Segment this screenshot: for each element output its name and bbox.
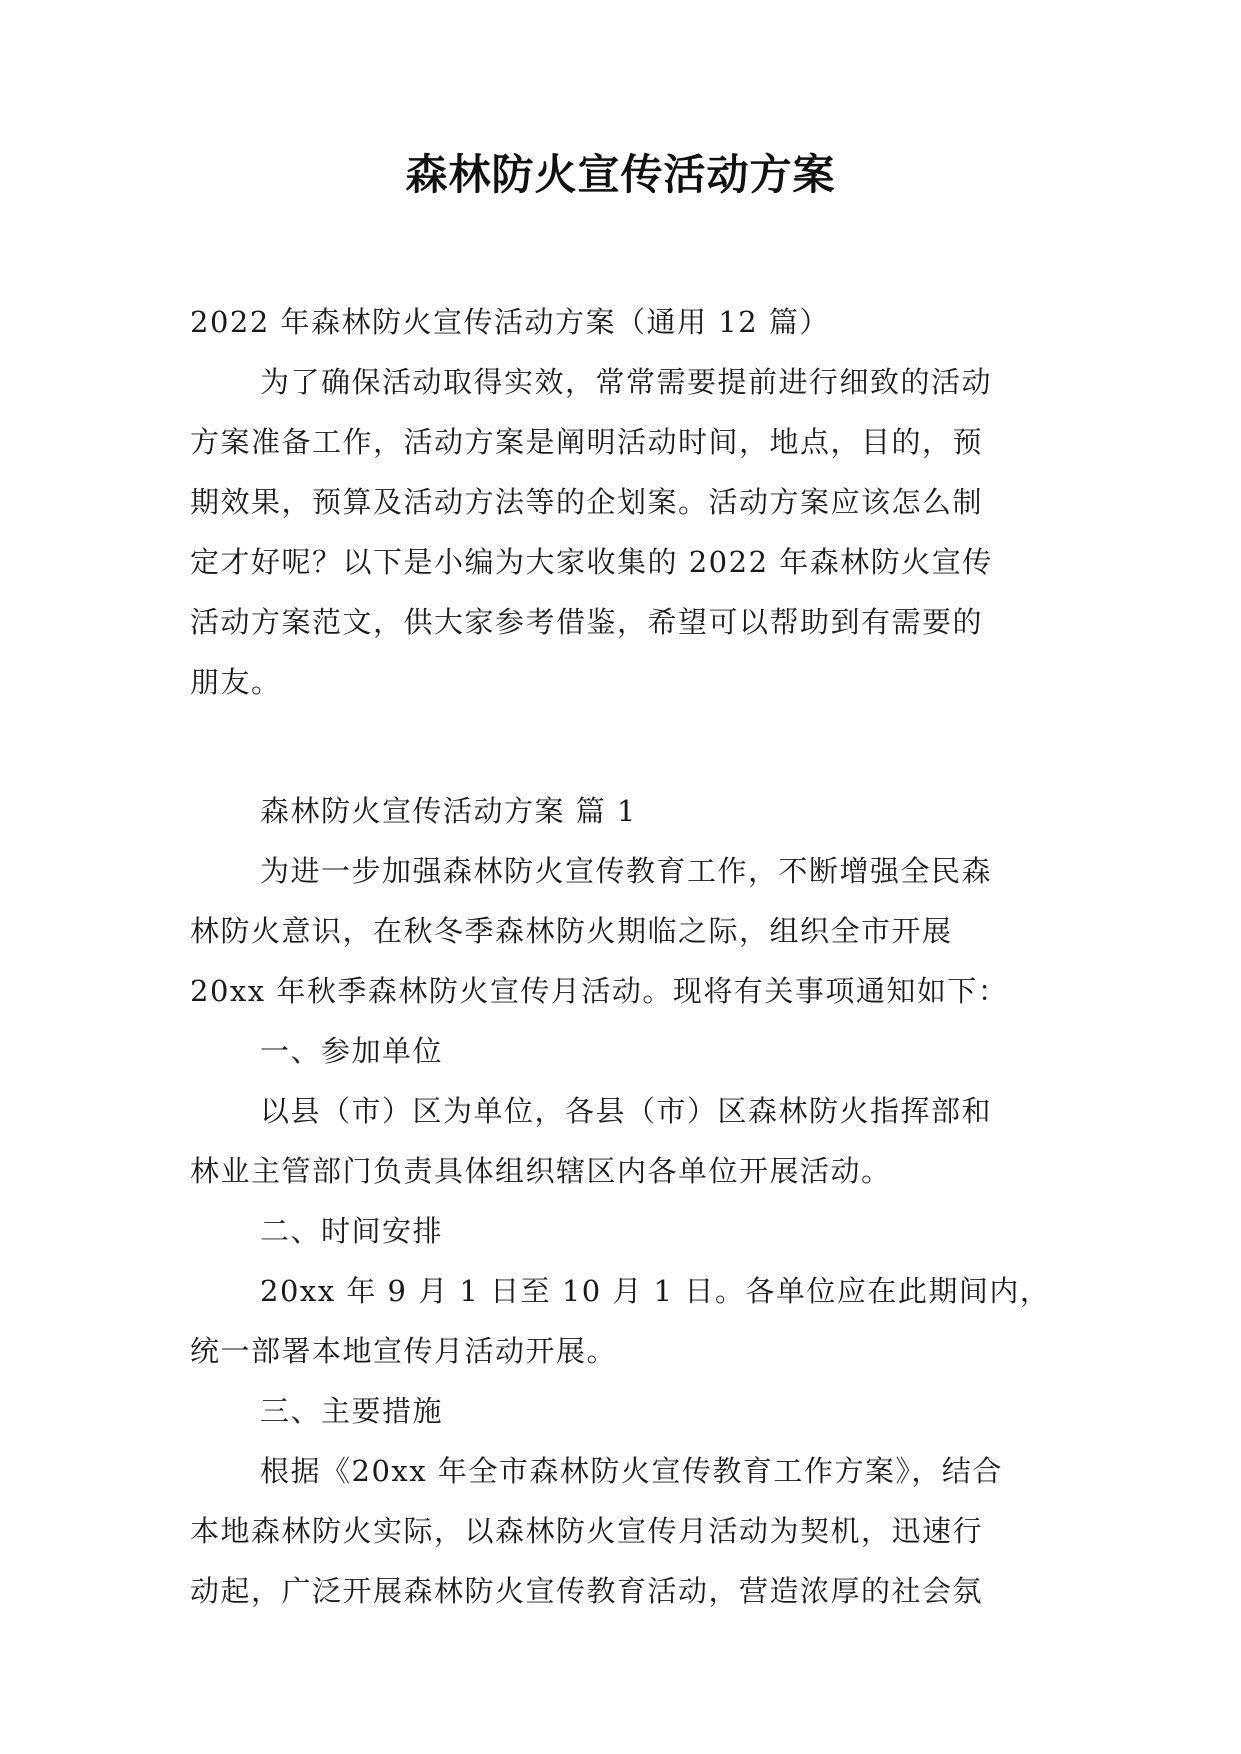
document-title: 森林防火宣传活动方案 — [405, 150, 836, 199]
paragraph-line: 为进一步加强森林防火宣传教育工作，不断增强全民森 — [260, 854, 993, 888]
paragraph-line: 根据《20xx 年全市森林防火宣传教育工作方案》，结合 — [260, 1454, 1003, 1488]
paragraph-line: 本地森林防火实际，以森林防火宣传月活动为契机，迅速行 — [190, 1514, 984, 1548]
paragraph-line: 期效果，预算及活动方法等的企划案。活动方案应该怎么制 — [190, 485, 984, 519]
paragraph-line: 动起，广泛开展森林防火宣传教育活动，营造浓厚的社会氛 — [190, 1574, 984, 1608]
item-heading: 一、参加单位 — [260, 1034, 444, 1068]
paragraph-gap — [190, 712, 1060, 781]
paragraph-line: 林防火意识，在秋冬季森林防火期临之际，组织全市开展 — [190, 914, 953, 948]
paragraph-line: 以县（市）区为单位，各县（市）区森林防火指挥部和 — [260, 1094, 993, 1128]
item-heading: 三、主要措施 — [260, 1394, 444, 1428]
item-heading: 二、时间安排 — [260, 1214, 444, 1248]
paragraph-line: 20xx 年 9 月 1 日至 10 月 1 日。各单位应在此期间内， — [260, 1274, 1051, 1308]
subtitle-line: 2022 年森林防火宣传活动方案（通用 12 篇） — [190, 305, 830, 339]
paragraph-line: 朋友。 — [190, 665, 282, 699]
paragraph-line: 方案准备工作，活动方案是阐明活动时间，地点，目的，预 — [190, 425, 984, 459]
paragraph-line: 20xx 年秋季森林防火宣传月活动。现将有关事项通知如下： — [190, 974, 1009, 1008]
paragraph-line: 定才好呢？以下是小编为大家收集的 2022 年森林防火宣传 — [190, 545, 993, 579]
document-body — [190, 292, 1060, 1621]
paragraph-line: 活动方案范文，供大家参考借鉴，希望可以帮助到有需要的 — [190, 605, 984, 639]
paragraph-line: 林业主管部门负责具体组织辖区内各单位开展活动。 — [190, 1154, 892, 1188]
paragraph-line: 统一部署本地宣传月活动开展。 — [190, 1334, 618, 1368]
section-heading: 森林防火宣传活动方案 篇 1 — [260, 794, 637, 828]
paragraph-line: 为了确保活动取得实效，常常需要提前进行细致的活动 — [260, 365, 993, 399]
